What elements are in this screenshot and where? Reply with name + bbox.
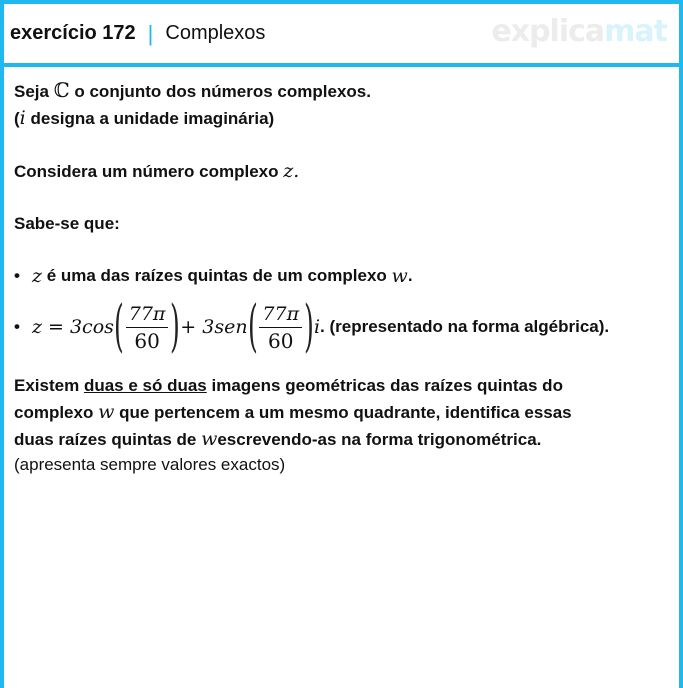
title-separator: | (147, 20, 154, 46)
statement-line-3: Considera um número complexo z. (14, 160, 300, 182)
exercise-content (4, 67, 679, 688)
exercise-title: exercício 172 (10, 22, 136, 44)
question-line-1: Existem duas e só duas imagens geométricas das raízes quintas do (14, 376, 563, 395)
statement-line-1: Seja ℂ o conjunto dos números complexos. (14, 78, 371, 102)
statement-line-4: Sabe-se que: (14, 214, 120, 233)
explicamat-logo: explicamat (491, 14, 667, 49)
bullet-item-1: • z é uma das raízes quintas de um complexo w . (14, 265, 413, 287)
bullet-item-2: • z = 3cos ( $\frac{77\pi}{60}$ ) + 3sen ( $\frac{77\pi}{60}$ ) i . (representado na forma algébrica). (14, 294, 610, 359)
algebraic-form-formula: z = 3cos ( $\frac{77\pi}{60}$ ) + 3sen ( $\frac{77\pi}{60}$ ) i (31, 294, 321, 359)
question-line-3: duas raízes quintas de wescrevendo-as na forma trigonométrica. (14, 428, 542, 450)
complex-set-symbol: ℂ (53, 78, 70, 102)
question-note: (apresenta sempre valores exactos) (14, 455, 286, 474)
header-bar (4, 4, 679, 63)
question-line-2: complexo w que pertencem a um mesmo quadrante, identifica essas (14, 401, 572, 423)
statement-line-2: (i designa a unidade imaginária) (14, 107, 275, 129)
topic-subtitle: Complexos (165, 22, 266, 44)
